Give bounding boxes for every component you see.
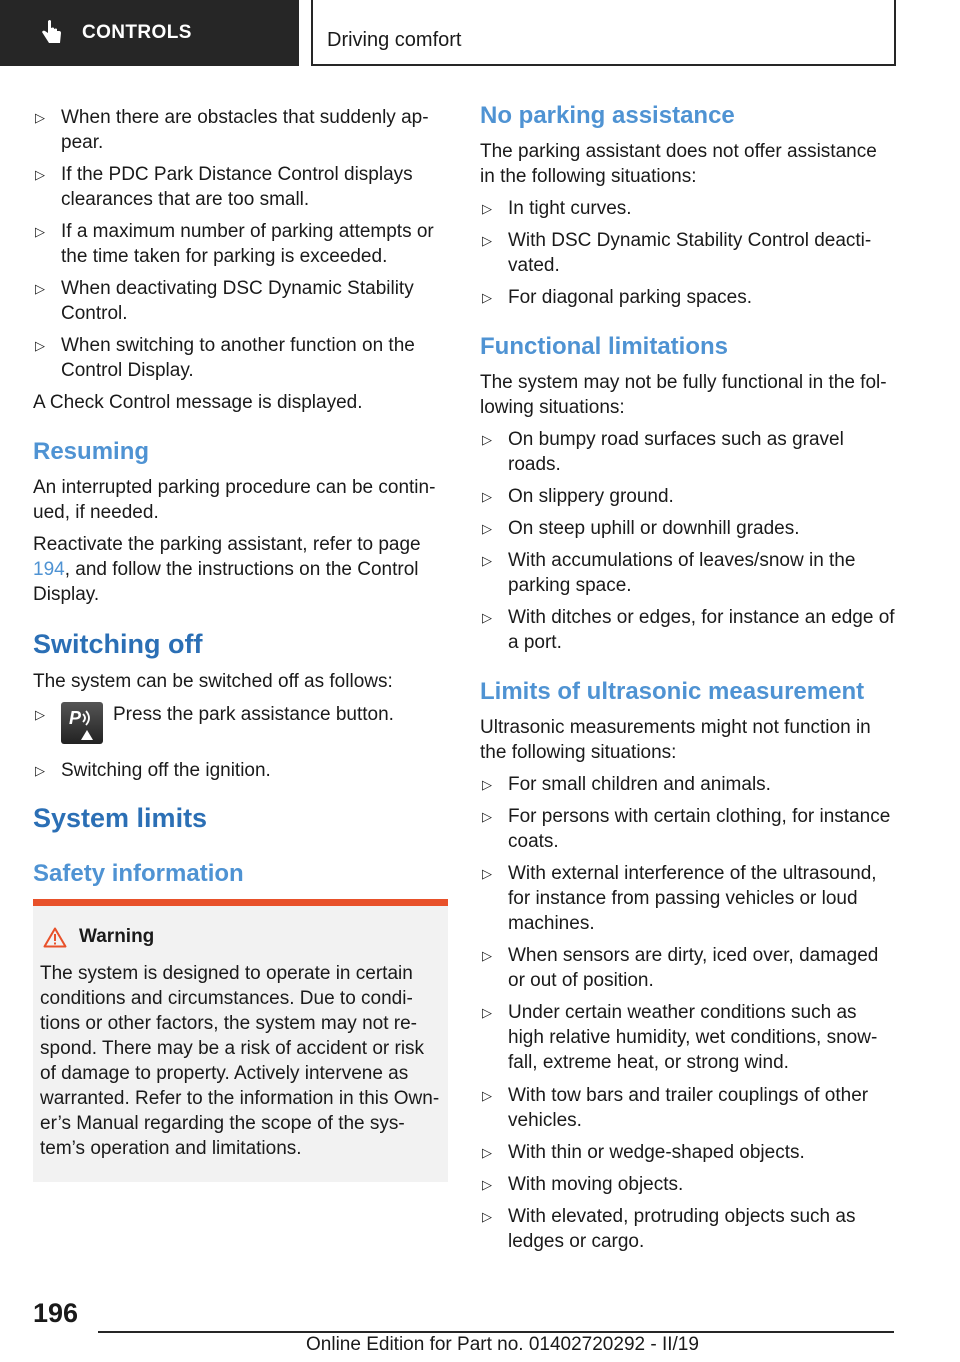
no-parking-intro: The parking assistant does not offer assistance in the following situations: <box>480 141 877 187</box>
list-item: ▷ If the PDC Park Distance Control displays clearances that are too small. <box>35 164 413 210</box>
list-item: ▷ Switching off the ignition. <box>35 760 271 781</box>
warning-triangle-icon <box>43 927 67 948</box>
list-item: ▷ If a maximum number of parking attempts or the time taken for parking is exceeded. <box>35 221 434 267</box>
check-control-text: A Check Control message is displayed. <box>33 392 363 413</box>
resuming-reference: Reactivate the parking assistant, refer to page 194, and follow the instructions on the Control Display. <box>33 534 421 605</box>
warning-body: The system is designed to operate in certain conditions and circumstances. Due to condi-tions or other factors, the system may not re-spond. There may be a risk of accident or risk of damage to property. Actively intervene as warranted. Refer to the information in this Own-er’s Manual regarding the scope of the sys-tem’s operation and limitations. <box>40 963 440 1159</box>
list-item: ▷ With elevated, protruding objects such as ledges or cargo. <box>482 1206 856 1252</box>
bullet-triangle-icon: ▷ <box>482 866 492 881</box>
list-item: ▷ On slippery ground. <box>482 486 674 507</box>
page-number: 196 <box>33 1298 79 1328</box>
bullet-triangle-icon: ▷ <box>35 224 45 239</box>
bullet-triangle-icon: ▷ <box>482 1005 492 1020</box>
list-item: ▷ With ditches or edges, for instance an edge of a port. <box>482 607 895 653</box>
list-item: ▷ On steep uphill or downhill grades. <box>482 518 800 539</box>
footer-divider <box>98 1331 894 1333</box>
list-item: ▷ For small children and animals. <box>482 774 771 795</box>
bullet-triangle-icon: ▷ <box>482 521 492 536</box>
list-item: ▷ Press the park assistance button. <box>35 704 394 725</box>
chapter-header <box>311 0 896 66</box>
list-item: ▷ When deactivating DSC Dynamic Stability Control. <box>35 278 414 324</box>
bullet-triangle-icon: ▷ <box>482 432 492 447</box>
list-item: ▷ When there are obstacles that suddenly ap-pear. <box>35 107 429 153</box>
bullet-triangle-icon: ▷ <box>482 290 492 305</box>
warning-box <box>33 899 448 1182</box>
section-tab[interactable] <box>0 0 299 66</box>
functional-intro: The system may not be fully functional in the fol-lowing situations: <box>480 372 887 418</box>
bullet-triangle-icon: ▷ <box>35 707 45 722</box>
list-item: ▷ In tight curves. <box>482 198 632 219</box>
list-item: ▷ On bumpy road surfaces such as gravel roads. <box>482 429 844 475</box>
no-parking-heading: No parking assistance <box>480 102 735 129</box>
warning-title: Warning <box>79 926 155 947</box>
park-assist-button-icon: P <box>61 702 103 744</box>
edition-text: Online Edition for Part no. 01402720292 - II/19 <box>306 1334 699 1355</box>
page-link[interactable]: 194 <box>33 559 65 580</box>
list-item: ▷ With thin or wedge-shaped objects. <box>482 1142 805 1163</box>
bullet-triangle-icon: ▷ <box>35 167 45 182</box>
warning-header <box>43 926 154 948</box>
hand-pointer-icon <box>40 19 64 47</box>
resuming-heading: Resuming <box>33 438 150 465</box>
list-item: ▷ With external interference of the ultrasound, for instance from passing vehicles or loud machines. <box>482 863 877 934</box>
system-limits-heading: System limits <box>33 803 208 833</box>
switching-off-heading: Switching off <box>33 629 203 659</box>
ultrasonic-intro: Ultrasonic measurements might not function in the following situations: <box>480 717 871 763</box>
bullet-triangle-icon: ▷ <box>482 610 492 625</box>
ultrasonic-heading: Limits of ultrasonic measurement <box>480 678 865 705</box>
resuming-paragraph: An interrupted parking procedure can be contin-ued, if needed. <box>33 477 436 523</box>
bullet-triangle-icon: ▷ <box>35 338 45 353</box>
bullet-triangle-icon: ▷ <box>482 553 492 568</box>
bullet-triangle-icon: ▷ <box>482 1209 492 1224</box>
bullet-triangle-icon: ▷ <box>35 110 45 125</box>
list-item: ▷ When switching to another function on the Control Display. <box>35 335 415 381</box>
bullet-triangle-icon: ▷ <box>482 201 492 216</box>
switching-off-intro: The system can be switched off as follows: <box>33 671 393 692</box>
bullet-triangle-icon: ▷ <box>482 233 492 248</box>
list-item: ▷ For diagonal parking spaces. <box>482 287 752 308</box>
list-item: ▷ With moving objects. <box>482 1174 684 1195</box>
list-item: ▷ When sensors are dirty, iced over, damaged or out of position. <box>482 945 879 991</box>
functional-heading: Functional limitations <box>480 333 729 360</box>
bullet-triangle-icon: ▷ <box>482 777 492 792</box>
bullet-triangle-icon: ▷ <box>482 1177 492 1192</box>
bullet-triangle-icon: ▷ <box>35 763 45 778</box>
bullet-triangle-icon: ▷ <box>482 1088 492 1103</box>
list-item: ▷ For persons with certain clothing, for instance coats. <box>482 806 891 852</box>
list-item: ▷ With DSC Dynamic Stability Control deacti-vated. <box>482 230 872 276</box>
list-item: ▷ With accumulations of leaves/snow in the parking space. <box>482 550 856 596</box>
bullet-triangle-icon: ▷ <box>35 281 45 296</box>
bullet-triangle-icon: ▷ <box>482 489 492 504</box>
bullet-triangle-icon: ▷ <box>482 809 492 824</box>
list-item: ▷ With tow bars and trailer couplings of other vehicles. <box>482 1085 869 1131</box>
section-label: CONTROLS <box>82 22 192 43</box>
chapter-title: Driving comfort <box>327 29 462 51</box>
bullet-triangle-icon: ▷ <box>482 948 492 963</box>
safety-info-heading: Safety information <box>33 860 244 887</box>
bullet-triangle-icon: ▷ <box>482 1145 492 1160</box>
list-item: ▷ Under certain weather conditions such as high relative humidity, wet conditions, snow-fall, extreme heat, or strong wind. <box>482 1002 878 1073</box>
